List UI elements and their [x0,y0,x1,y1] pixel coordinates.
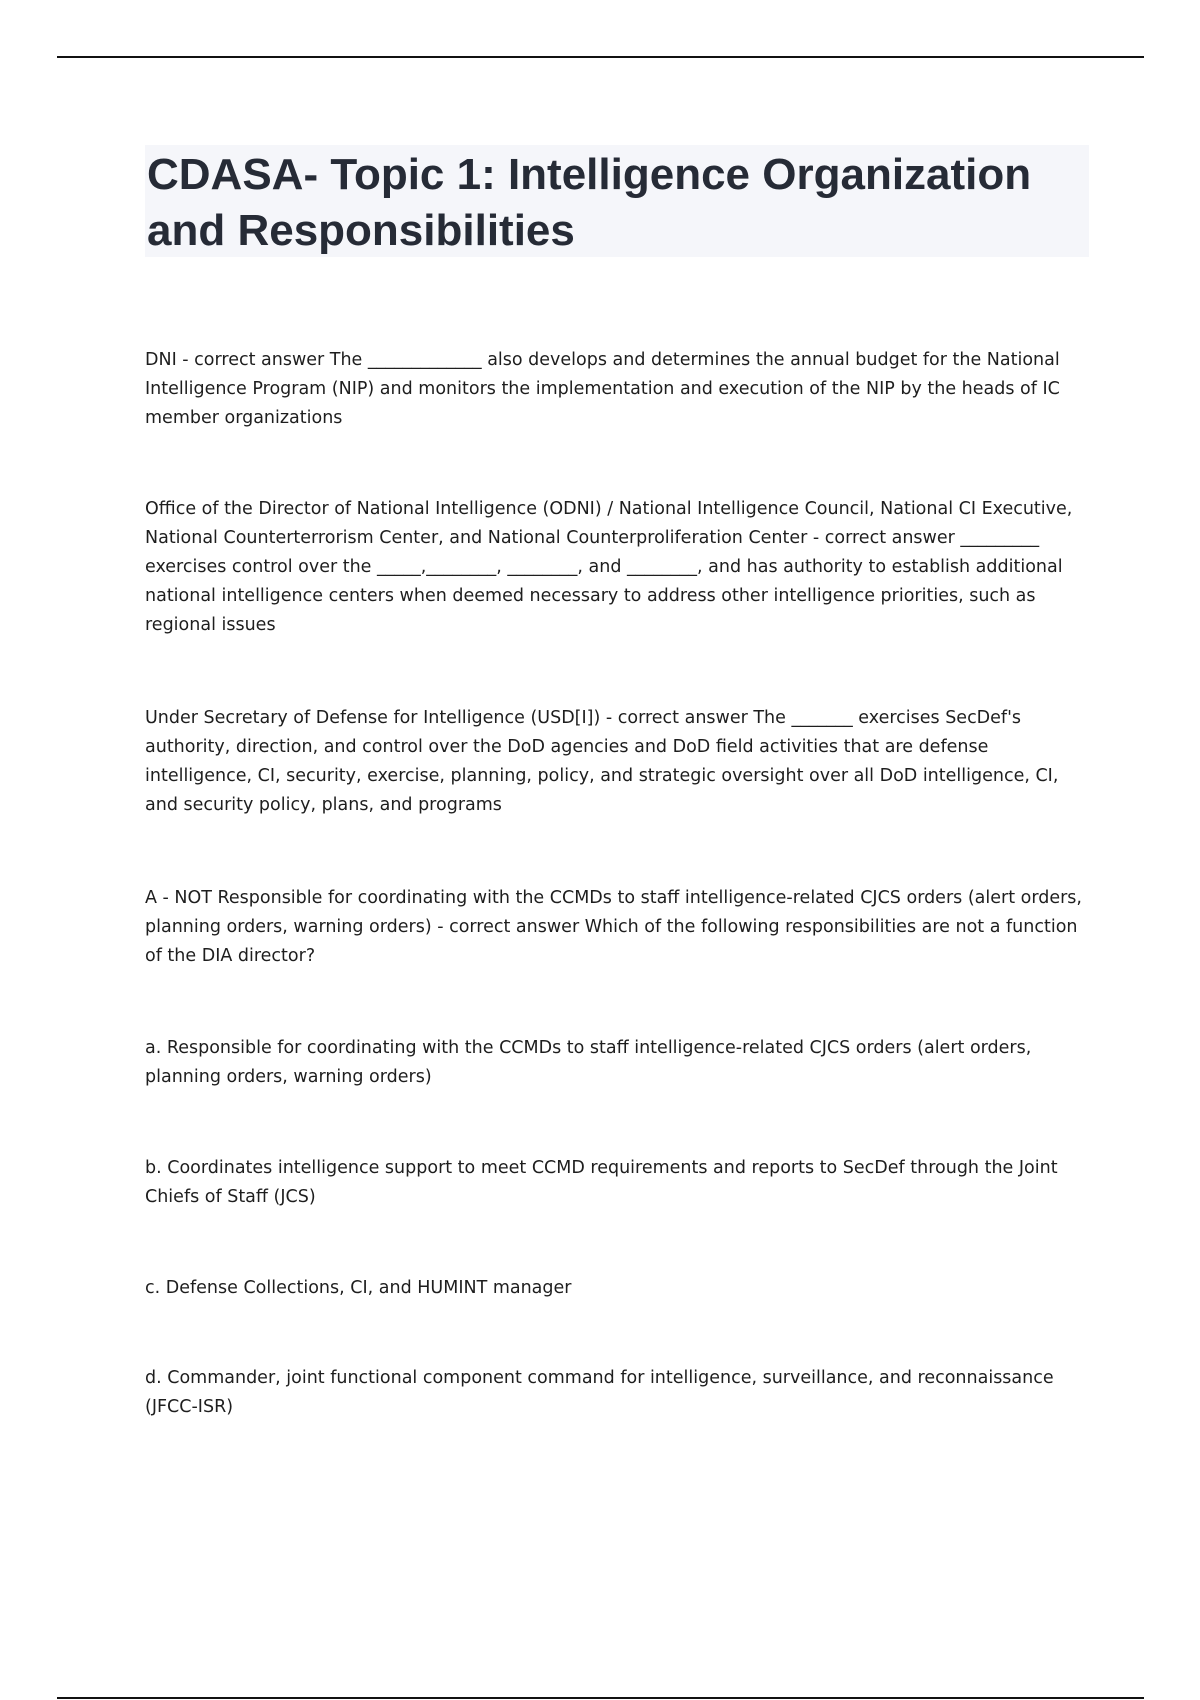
top-rule [57,56,1144,58]
flashcard-entry-dia-question: A - NOT Responsible for coordinating with the CCMDs to staff intelligence-related CJCS orders (alert orders, planning orders, warning orders) - correct answer Which of the following responsibilities are not a function of the DIA director? [145,888,1082,966]
answer-option-c: c. Defense Collections, CI, and HUMINT manager [145,1278,572,1298]
answer-option-b: b. Coordinates intelligence support to meet CCMD requirements and reports to SecDef through the Joint Chiefs of Staff (JCS) [145,1158,1058,1207]
answer-option-d: d. Commander, joint functional component command for intelligence, surveillance, and reconnaissance (JFCC-ISR) [145,1368,1054,1417]
page-title: CDASA- Topic 1: Intelligence Organization and Responsibilities [147,150,1032,255]
title-banner [145,145,1089,257]
bottom-rule [57,1697,1144,1699]
answer-option-a: a. Responsible for coordinating with the CCMDs to staff intelligence-related CJCS orders (alert orders, planning orders, warning orders) [145,1038,1032,1087]
flashcard-entry-usdi: Under Secretary of Defense for Intelligence (USD[I]) - correct answer The _______ exercises SecDef's authority, direction, and control over the DoD agencies and DoD field activities that are defense intelligence, CI, security, exercise, planning, policy, and strategic oversight over all DoD intelligence, CI, and security policy, plans, and programs [145,708,1059,815]
flashcard-entry-odni: Office of the Director of National Intelligence (ODNI) / National Intelligence Council, National CI Executive, National Counterterrorism Center, and National Counterproliferation Center - correct answer _________ exercises control over the _____,________, ________, and ________, and has authority to establish additional national intelligence centers when deemed necessary to address other intelligence priorities, such as regional issues [145,499,1073,635]
flashcard-entry-dni: DNI - correct answer The _____________ also develops and determines the annual budget for the National Intelligence Program (NIP) and monitors the implementation and execution of the NIP by the heads of IC member organizations [145,350,1060,428]
